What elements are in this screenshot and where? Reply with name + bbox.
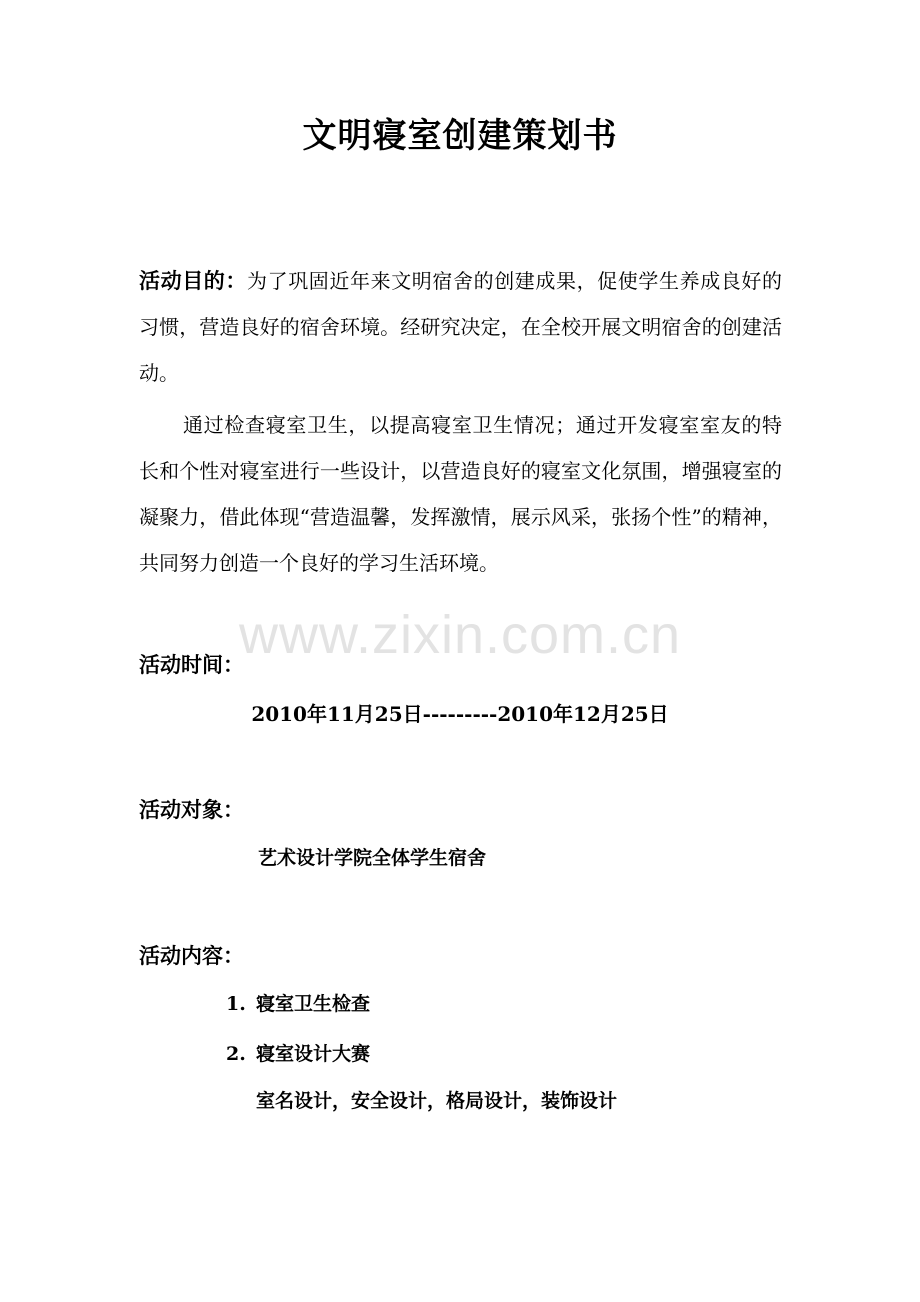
target-heading: 活动对象： — [139, 798, 244, 822]
design-items-line: 室名设计，安全设计，格局设计，装饰设计 — [256, 1090, 618, 1112]
list-item-text: 寝室卫生检查 — [256, 993, 371, 1015]
list-item-number: 2. — [226, 1043, 246, 1065]
watermark: www.zixin.com.cn — [238, 605, 682, 665]
description-paragraph: 通过检查寝室卫生，以提高寝室卫生情况；通过开发寝室室友的特长和个性对寝室进行一些设计，以营造良好的寝室文化氛围，增强寝室的凝聚力，借此体现“营造温馨，发挥激情，展示风采，张扬个性”的精神，共同努力创造一个良好的学习生活环境。 — [139, 413, 782, 575]
document-title: 文明寝室创建策划书 — [302, 116, 618, 156]
list-item-text: 寝室设计大赛 — [256, 1043, 371, 1065]
target-value: 艺术设计学院全体学生宿舍 — [258, 847, 487, 869]
time-value: 2010年11月25日---------2010年12月25日 — [251, 702, 669, 726]
list-item — [226, 1034, 370, 1074]
list-item-number: 1. — [226, 993, 246, 1015]
purpose-label: 活动目的： — [139, 269, 247, 293]
purpose-paragraph — [139, 258, 782, 396]
purpose-text: 为了巩固近年来文明宿舍的创建成果，促使学生养成良好的习惯，营造良好的宿舍环境。经研究决定，在全校开展文明宿舍的创建活动。 — [139, 269, 782, 385]
list-item — [226, 984, 370, 1024]
time-heading: 活动时间： — [139, 653, 244, 677]
content-heading: 活动内容： — [139, 944, 244, 968]
